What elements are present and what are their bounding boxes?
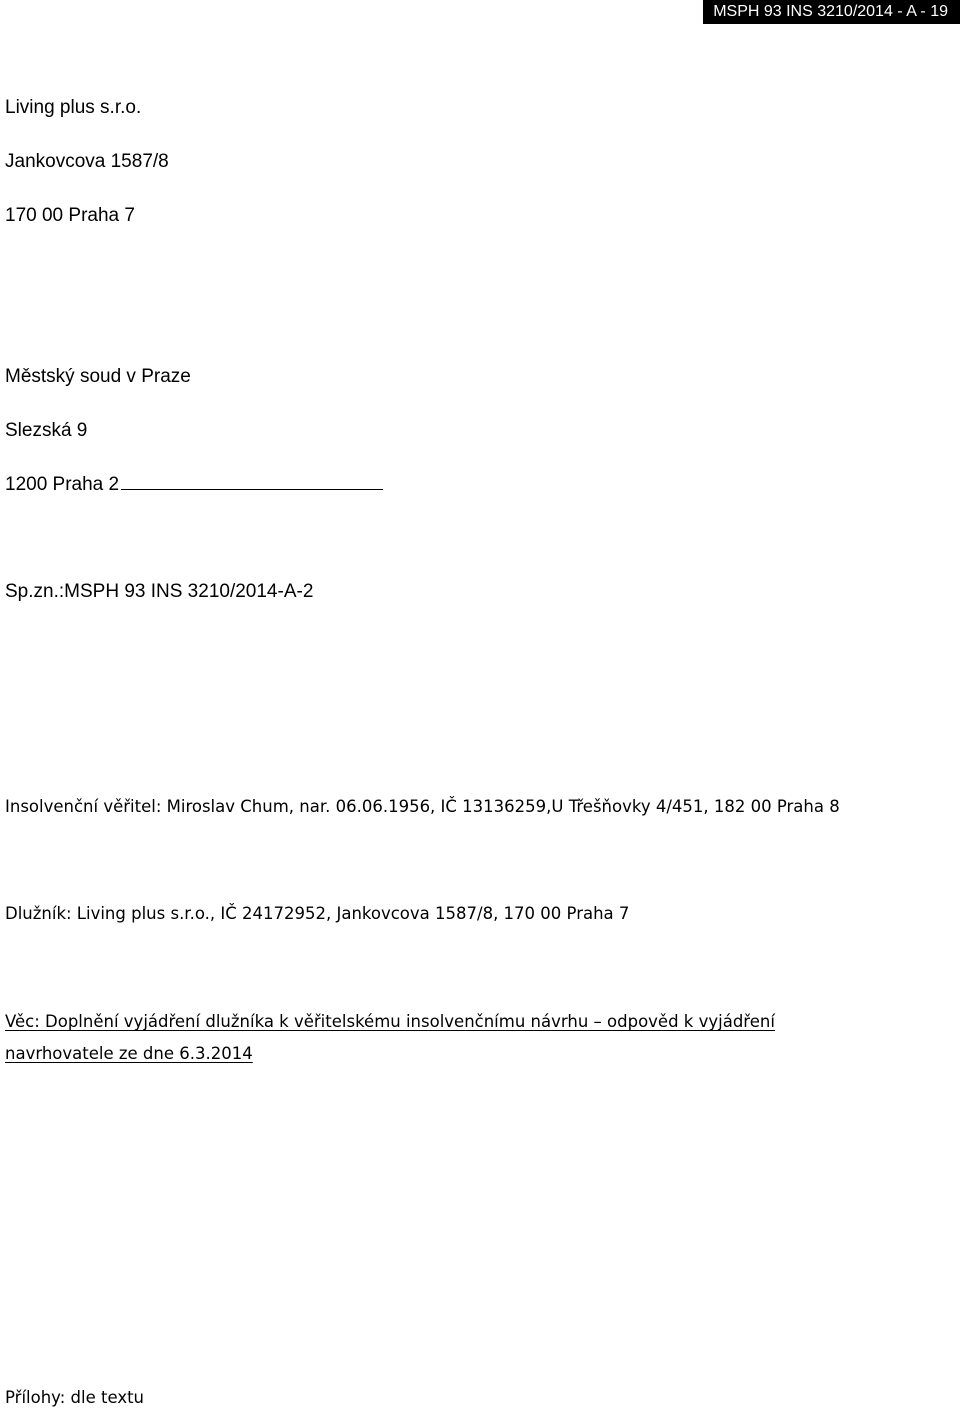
recipient-city: 1200 Praha 2	[5, 474, 120, 495]
file-reference-tag: MSPH 93 INS 3210/2014 - A - 19	[703, 0, 960, 24]
recipient-name: Městský soud v Praze	[5, 366, 191, 387]
subject-line-2: navrhovatele ze dne 6.3.2014	[5, 1044, 253, 1063]
sender-city: 170 00 Praha 7	[5, 205, 135, 226]
attachments-line: Přílohy: dle textu	[5, 1388, 145, 1407]
recipient-city-line	[5, 473, 383, 497]
case-reference: Sp.zn.:MSPH 93 INS 3210/2014-A-2	[5, 581, 314, 602]
sender-name: Living plus s.r.o.	[5, 97, 142, 118]
subject-line-1: Věc: Doplnění vyjádření dlužníka k věřitelskému insolvenčnímu návrhu – odpověd k vyjádření	[5, 1012, 775, 1031]
recipient-street: Slezská 9	[5, 420, 88, 441]
sender-street: Jankovcova 1587/8	[5, 151, 169, 172]
creditor-line: Insolvenční věřitel: Miroslav Chum, nar. 06.06.1956, IČ 13136259,U Třešňovky 4/451, 182 00 Praha 8	[5, 797, 840, 816]
address-underline	[121, 473, 383, 490]
debtor-line: Dlužník: Living plus s.r.o., IČ 24172952, Jankovcova 1587/8, 170 00 Praha 7	[5, 904, 630, 923]
